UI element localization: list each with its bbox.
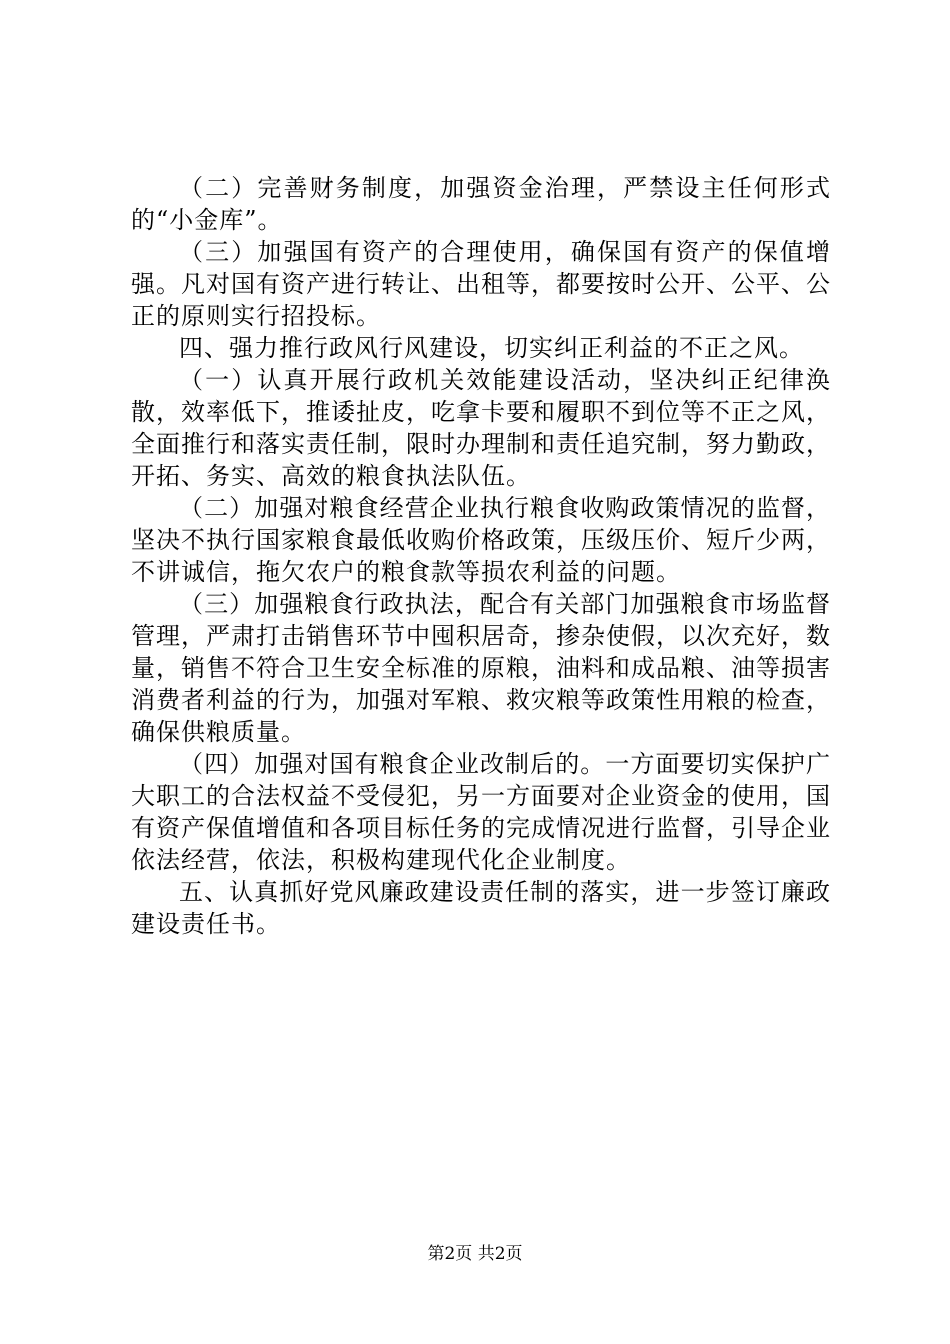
paragraph-section-five-heading: 五、认真抓好党风廉政建设责任制的落实，进一步签订廉政建设责任书。	[131, 878, 831, 938]
page-number-footer: 第2页 共2页	[427, 1244, 523, 1264]
paragraph-finance-system: （二）完善财务制度，加强资金治理，严禁设主任何形式的“小金库”。	[131, 174, 831, 234]
paragraph-state-assets: （三）加强国有资产的合理使用，确保国有资产的保值增强。凡对国有资产进行转让、出租等，都要按时公开、公平、公正的原则实行招投标。	[131, 238, 831, 330]
paragraph-section-four-heading: 四、强力推行政风行风建设，切实纠正利益的不正之风。	[179, 334, 804, 362]
paragraph-purchase-supervision: （二）加强对粮食经营企业执行粮食收购政策情况的监督，坚决不执行国家粮食最低收购价格政策，压级压价、短斤少两，不讲诚信，拖欠农户的粮食款等损农利益的问题。	[131, 494, 831, 586]
document-body	[131, 172, 831, 940]
paragraph-grain-law-enforcement: （三）加强粮食行政执法，配合有关部门加强粮食市场监督管理，严肃打击销售环节中囤积居奇，掺杂使假，以次充好，数量，销售不符合卫生安全标准的原粮，油料和成品粮、油等损害消费者利益的行为，加强对军粮、救灾粮等政策性用粮的检查，确保供粮质量。	[131, 590, 831, 746]
paragraph-enterprise-reform: （四）加强对国有粮食企业改制后的。一方面要切实保护广大职工的合法权益不受侵犯，另一方面要对企业资金的使用，国有资产保值增值和各项目标任务的完成情况进行监督，引导企业依法经营，依法，积极构建现代化企业制度。	[131, 750, 831, 874]
paragraph-efficiency-building: （一）认真开展行政机关效能建设活动，坚决纠正纪律涣散，效率低下，推诿扯皮，吃拿卡要和履职不到位等不正之风，全面推行和落实责任制，限时办理制和责任追究制，努力勤政，开拓、务实、高效的粮食执法队伍。	[131, 366, 831, 490]
